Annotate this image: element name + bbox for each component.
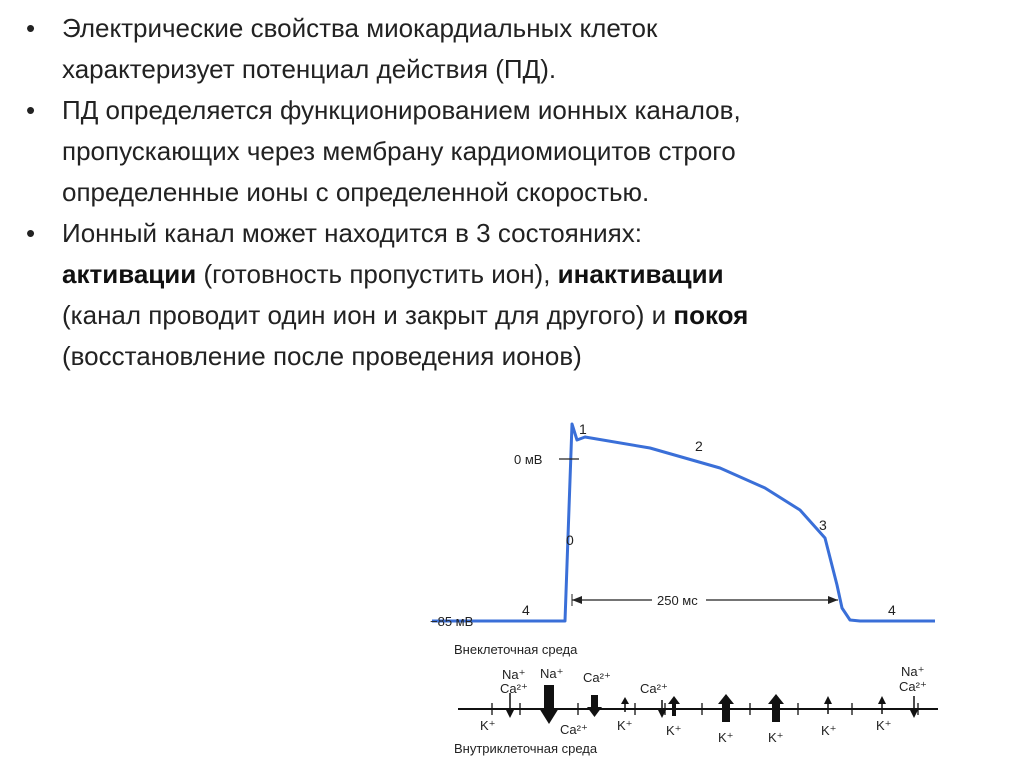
ion-k-2: K⁺ — [666, 723, 682, 738]
ion-k-4: K⁺ — [768, 730, 784, 745]
term-inactivation: инактивации — [557, 259, 724, 289]
bullet-1-line-1: Электрические свойства миокардиальных клеток — [62, 13, 658, 43]
bullet-3-line-2 — [62, 254, 1012, 295]
phase-4-right-label: 4 — [888, 602, 896, 618]
desc-inactivation: (канал проводит один ион и закрыт для другого) и — [62, 300, 674, 330]
bullet-marker: • — [26, 13, 36, 43]
action-potential-diagram — [420, 410, 950, 762]
ion-ca-right: Ca²⁺ — [640, 681, 668, 696]
bullet-2-line-3: определенные ионы с определенной скоростью. — [62, 177, 650, 207]
k-arrow-5 — [824, 696, 832, 714]
term-activation: активации — [62, 259, 197, 289]
k-arrow-2 — [668, 696, 680, 716]
extracellular-label: Внеклеточная среда — [454, 642, 578, 657]
label-minus-85-mv: −85 мВ — [430, 614, 474, 629]
bullet-3-line-4: (восстановление после проведения ионов) — [62, 341, 582, 371]
action-potential-curve — [432, 424, 935, 621]
na-arrow-big — [539, 685, 559, 724]
bullet-3-line-3 — [62, 295, 1012, 336]
phase-3-label: 3 — [819, 517, 827, 533]
duration-arrow — [572, 594, 838, 606]
ca-arrow-thick — [587, 695, 602, 717]
intracellular-label: Внутриклеточная среда — [454, 741, 598, 756]
ion-na-right: Na⁺ — [901, 664, 925, 679]
phase-2-label: 2 — [695, 438, 703, 454]
ion-ca-left: Ca²⁺ — [500, 681, 528, 696]
na-ca-arrow-right — [910, 696, 918, 718]
ion-k-left: K⁺ — [480, 718, 496, 733]
bullet-3 — [22, 213, 1012, 377]
k-arrow-6 — [878, 696, 886, 714]
bullet-2 — [22, 90, 1012, 213]
desc-activation: (готовность пропустить ион), — [196, 259, 558, 289]
bullet-3-line-1: Ионный канал может находится в 3 состояниях: — [62, 218, 642, 248]
ion-ca-below: Ca²⁺ — [560, 722, 588, 737]
duration-label: 250 мс — [657, 593, 698, 608]
bullet-marker: • — [26, 218, 36, 248]
phase-0-label: 0 — [566, 532, 574, 548]
bullet-marker: • — [26, 95, 36, 125]
ion-k-3: K⁺ — [718, 730, 734, 745]
ion-k-6: K⁺ — [876, 718, 892, 733]
ion-na-big: Na⁺ — [540, 666, 564, 681]
slide-text — [22, 8, 1012, 377]
bullet-1 — [22, 8, 1012, 90]
bullet-1-line-2: характеризует потенциал действия (ПД). — [62, 54, 557, 84]
ion-k-5: K⁺ — [821, 723, 837, 738]
na-ca-arrow-left — [506, 693, 514, 718]
term-rest: покоя — [673, 300, 749, 330]
bullet-2-line-1: ПД определяется функционированием ионных каналов, — [62, 95, 741, 125]
bullet-2-line-2: пропускающих через мембрану кардиомиоцитов строго — [62, 136, 736, 166]
phase-4-left-label: 4 — [522, 602, 530, 618]
ion-na-left: Na⁺ — [502, 667, 526, 682]
ion-ca-mid: Ca²⁺ — [583, 670, 611, 685]
phase-1-label: 1 — [579, 421, 587, 437]
ion-k-1: K⁺ — [617, 718, 633, 733]
label-zero-mv: 0 мВ — [514, 452, 543, 467]
ion-ca-right-2: Ca²⁺ — [899, 679, 927, 694]
